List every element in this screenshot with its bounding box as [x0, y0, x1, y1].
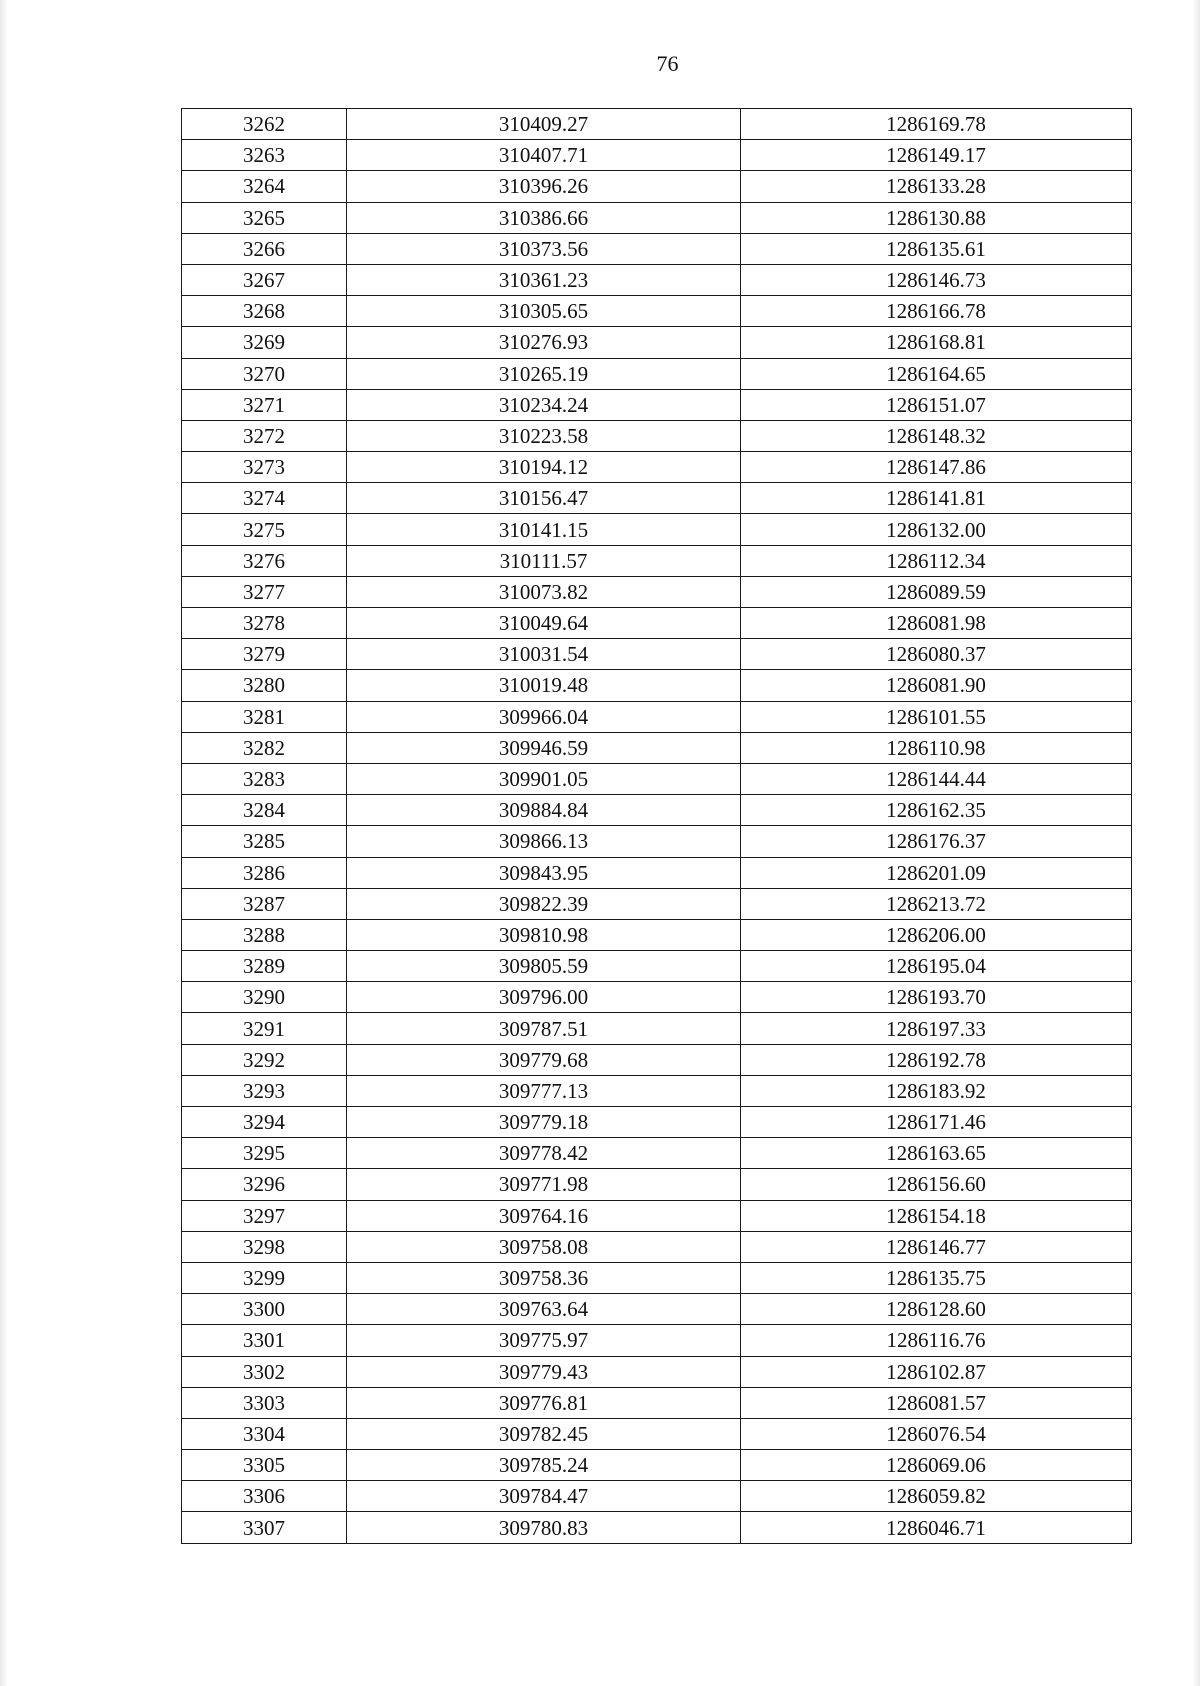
x-coordinate-cell: 309779.68	[347, 1044, 741, 1075]
table-row	[182, 1387, 1132, 1418]
y-coordinate-cell: 1286163.65	[741, 1138, 1132, 1169]
table-row	[182, 1356, 1132, 1387]
x-coordinate-cell: 310156.47	[347, 483, 741, 514]
table-row	[182, 951, 1132, 982]
table-row	[182, 202, 1132, 233]
y-coordinate-cell: 1286195.04	[741, 951, 1132, 982]
x-coordinate-cell: 310361.23	[347, 264, 741, 295]
point-number-cell: 3262	[182, 109, 347, 140]
y-coordinate-cell: 1286176.37	[741, 826, 1132, 857]
table-row	[182, 545, 1132, 576]
table-row	[182, 452, 1132, 483]
y-coordinate-cell: 1286168.81	[741, 327, 1132, 358]
point-number-cell: 3280	[182, 670, 347, 701]
x-coordinate-cell: 309778.42	[347, 1138, 741, 1169]
point-number-cell: 3285	[182, 826, 347, 857]
x-coordinate-cell: 310373.56	[347, 233, 741, 264]
table-row	[182, 296, 1132, 327]
y-coordinate-cell: 1286080.37	[741, 639, 1132, 670]
point-number-cell: 3278	[182, 608, 347, 639]
point-number-cell: 3277	[182, 576, 347, 607]
y-coordinate-cell: 1286135.61	[741, 233, 1132, 264]
page-edge-right	[1192, 0, 1200, 1686]
point-number-cell: 3302	[182, 1356, 347, 1387]
point-number-cell: 3269	[182, 327, 347, 358]
table-row	[182, 171, 1132, 202]
point-number-cell: 3263	[182, 140, 347, 171]
table-row	[182, 982, 1132, 1013]
x-coordinate-cell: 309758.08	[347, 1231, 741, 1262]
page-number: 76	[656, 51, 679, 76]
x-coordinate-cell: 309763.64	[347, 1294, 741, 1325]
x-coordinate-cell: 310073.82	[347, 576, 741, 607]
x-coordinate-cell: 310409.27	[347, 109, 741, 140]
y-coordinate-cell: 1286183.92	[741, 1075, 1132, 1106]
point-number-cell: 3284	[182, 795, 347, 826]
x-coordinate-cell: 310305.65	[347, 296, 741, 327]
point-number-cell: 3294	[182, 1107, 347, 1138]
point-number-cell: 3287	[182, 888, 347, 919]
table-row	[182, 1200, 1132, 1231]
table-row	[182, 483, 1132, 514]
table-row	[182, 1262, 1132, 1293]
table-row	[182, 795, 1132, 826]
point-number-cell: 3297	[182, 1200, 347, 1231]
x-coordinate-cell: 310234.24	[347, 389, 741, 420]
table-row	[182, 1013, 1132, 1044]
y-coordinate-cell: 1286132.00	[741, 514, 1132, 545]
x-coordinate-cell: 310407.71	[347, 140, 741, 171]
table-row	[182, 1044, 1132, 1075]
y-coordinate-cell: 1286141.81	[741, 483, 1132, 514]
x-coordinate-cell: 310223.58	[347, 420, 741, 451]
x-coordinate-cell: 309764.16	[347, 1200, 741, 1231]
table-row	[182, 1450, 1132, 1481]
y-coordinate-cell: 1286110.98	[741, 732, 1132, 763]
point-number-cell: 3305	[182, 1450, 347, 1481]
y-coordinate-cell: 1286197.33	[741, 1013, 1132, 1044]
page-edge-left	[0, 0, 8, 1686]
y-coordinate-cell: 1286102.87	[741, 1356, 1132, 1387]
y-coordinate-cell: 1286128.60	[741, 1294, 1132, 1325]
x-coordinate-cell: 309779.43	[347, 1356, 741, 1387]
point-number-cell: 3303	[182, 1387, 347, 1418]
y-coordinate-cell: 1286151.07	[741, 389, 1132, 420]
y-coordinate-cell: 1286089.59	[741, 576, 1132, 607]
y-coordinate-cell: 1286201.09	[741, 857, 1132, 888]
table-row	[182, 1107, 1132, 1138]
point-number-cell: 3276	[182, 545, 347, 576]
x-coordinate-cell: 310276.93	[347, 327, 741, 358]
x-coordinate-cell: 309810.98	[347, 919, 741, 950]
point-number-cell: 3295	[182, 1138, 347, 1169]
point-number-cell: 3296	[182, 1169, 347, 1200]
point-number-cell: 3274	[182, 483, 347, 514]
y-coordinate-cell: 1286135.75	[741, 1262, 1132, 1293]
x-coordinate-cell: 309758.36	[347, 1262, 741, 1293]
table-row	[182, 327, 1132, 358]
x-coordinate-cell: 310265.19	[347, 358, 741, 389]
x-coordinate-cell: 310111.57	[347, 545, 741, 576]
y-coordinate-cell: 1286147.86	[741, 452, 1132, 483]
y-coordinate-cell: 1286046.71	[741, 1512, 1132, 1543]
y-coordinate-cell: 1286133.28	[741, 171, 1132, 202]
x-coordinate-cell: 309776.81	[347, 1387, 741, 1418]
x-coordinate-cell: 309771.98	[347, 1169, 741, 1200]
table-row	[182, 514, 1132, 545]
y-coordinate-cell: 1286162.35	[741, 795, 1132, 826]
point-number-cell: 3283	[182, 763, 347, 794]
table-row	[182, 888, 1132, 919]
point-number-cell: 3282	[182, 732, 347, 763]
x-coordinate-cell: 310141.15	[347, 514, 741, 545]
x-coordinate-cell: 309843.95	[347, 857, 741, 888]
y-coordinate-cell: 1286192.78	[741, 1044, 1132, 1075]
point-number-cell: 3304	[182, 1418, 347, 1449]
y-coordinate-cell: 1286101.55	[741, 701, 1132, 732]
table-row	[182, 1418, 1132, 1449]
table-row	[182, 576, 1132, 607]
table-row	[182, 608, 1132, 639]
y-coordinate-cell: 1286130.88	[741, 202, 1132, 233]
table-row	[182, 1169, 1132, 1200]
point-number-cell: 3279	[182, 639, 347, 670]
point-number-cell: 3265	[182, 202, 347, 233]
table-row	[182, 919, 1132, 950]
point-number-cell: 3288	[182, 919, 347, 950]
table-row	[182, 670, 1132, 701]
y-coordinate-cell: 1286076.54	[741, 1418, 1132, 1449]
point-number-cell: 3299	[182, 1262, 347, 1293]
x-coordinate-cell: 309966.04	[347, 701, 741, 732]
table-row	[182, 1481, 1132, 1512]
table-row	[182, 1075, 1132, 1106]
point-number-cell: 3292	[182, 1044, 347, 1075]
y-coordinate-cell: 1286149.17	[741, 140, 1132, 171]
table-row	[182, 1231, 1132, 1262]
point-number-cell: 3273	[182, 452, 347, 483]
coordinates-table-body	[182, 109, 1132, 1544]
x-coordinate-cell: 309779.18	[347, 1107, 741, 1138]
point-number-cell: 3281	[182, 701, 347, 732]
table-row	[182, 140, 1132, 171]
x-coordinate-cell: 309777.13	[347, 1075, 741, 1106]
y-coordinate-cell: 1286169.78	[741, 109, 1132, 140]
y-coordinate-cell: 1286081.90	[741, 670, 1132, 701]
point-number-cell: 3271	[182, 389, 347, 420]
x-coordinate-cell: 309822.39	[347, 888, 741, 919]
table-row	[182, 109, 1132, 140]
x-coordinate-cell: 310396.26	[347, 171, 741, 202]
y-coordinate-cell: 1286116.76	[741, 1325, 1132, 1356]
point-number-cell: 3275	[182, 514, 347, 545]
table-row	[182, 826, 1132, 857]
y-coordinate-cell: 1286081.57	[741, 1387, 1132, 1418]
point-number-cell: 3286	[182, 857, 347, 888]
x-coordinate-cell: 309796.00	[347, 982, 741, 1013]
x-coordinate-cell: 309946.59	[347, 732, 741, 763]
x-coordinate-cell: 309866.13	[347, 826, 741, 857]
table-row	[182, 264, 1132, 295]
point-number-cell: 3290	[182, 982, 347, 1013]
table-row	[182, 701, 1132, 732]
table-row	[182, 732, 1132, 763]
point-number-cell: 3264	[182, 171, 347, 202]
y-coordinate-cell: 1286206.00	[741, 919, 1132, 950]
point-number-cell: 3307	[182, 1512, 347, 1543]
y-coordinate-cell: 1286164.65	[741, 358, 1132, 389]
y-coordinate-cell: 1286146.77	[741, 1231, 1132, 1262]
point-number-cell: 3267	[182, 264, 347, 295]
table-row	[182, 1294, 1132, 1325]
point-number-cell: 3306	[182, 1481, 347, 1512]
y-coordinate-cell: 1286213.72	[741, 888, 1132, 919]
y-coordinate-cell: 1286146.73	[741, 264, 1132, 295]
y-coordinate-cell: 1286154.18	[741, 1200, 1132, 1231]
x-coordinate-cell: 309784.47	[347, 1481, 741, 1512]
point-number-cell: 3298	[182, 1231, 347, 1262]
x-coordinate-cell: 309884.84	[347, 795, 741, 826]
x-coordinate-cell: 309780.83	[347, 1512, 741, 1543]
table-row	[182, 233, 1132, 264]
point-number-cell: 3272	[182, 420, 347, 451]
x-coordinate-cell: 310031.54	[347, 639, 741, 670]
y-coordinate-cell: 1286144.44	[741, 763, 1132, 794]
x-coordinate-cell: 309785.24	[347, 1450, 741, 1481]
table-row	[182, 639, 1132, 670]
table-row	[182, 1325, 1132, 1356]
table-row	[182, 1138, 1132, 1169]
table-row	[182, 857, 1132, 888]
table-row	[182, 358, 1132, 389]
point-number-cell: 3268	[182, 296, 347, 327]
x-coordinate-cell: 309805.59	[347, 951, 741, 982]
y-coordinate-cell: 1286112.34	[741, 545, 1132, 576]
x-coordinate-cell: 309787.51	[347, 1013, 741, 1044]
table-row	[182, 389, 1132, 420]
y-coordinate-cell: 1286171.46	[741, 1107, 1132, 1138]
x-coordinate-cell: 309782.45	[347, 1418, 741, 1449]
y-coordinate-cell: 1286166.78	[741, 296, 1132, 327]
coordinates-table	[181, 108, 1132, 1544]
x-coordinate-cell: 310019.48	[347, 670, 741, 701]
point-number-cell: 3301	[182, 1325, 347, 1356]
x-coordinate-cell: 310194.12	[347, 452, 741, 483]
x-coordinate-cell: 310386.66	[347, 202, 741, 233]
y-coordinate-cell: 1286193.70	[741, 982, 1132, 1013]
x-coordinate-cell: 309775.97	[347, 1325, 741, 1356]
y-coordinate-cell: 1286148.32	[741, 420, 1132, 451]
y-coordinate-cell: 1286081.98	[741, 608, 1132, 639]
y-coordinate-cell: 1286156.60	[741, 1169, 1132, 1200]
point-number-cell: 3293	[182, 1075, 347, 1106]
y-coordinate-cell: 1286059.82	[741, 1481, 1132, 1512]
x-coordinate-cell: 310049.64	[347, 608, 741, 639]
point-number-cell: 3291	[182, 1013, 347, 1044]
point-number-cell: 3270	[182, 358, 347, 389]
y-coordinate-cell: 1286069.06	[741, 1450, 1132, 1481]
table-row	[182, 763, 1132, 794]
point-number-cell: 3300	[182, 1294, 347, 1325]
point-number-cell: 3289	[182, 951, 347, 982]
table-row	[182, 1512, 1132, 1543]
table-row	[182, 420, 1132, 451]
x-coordinate-cell: 309901.05	[347, 763, 741, 794]
point-number-cell: 3266	[182, 233, 347, 264]
